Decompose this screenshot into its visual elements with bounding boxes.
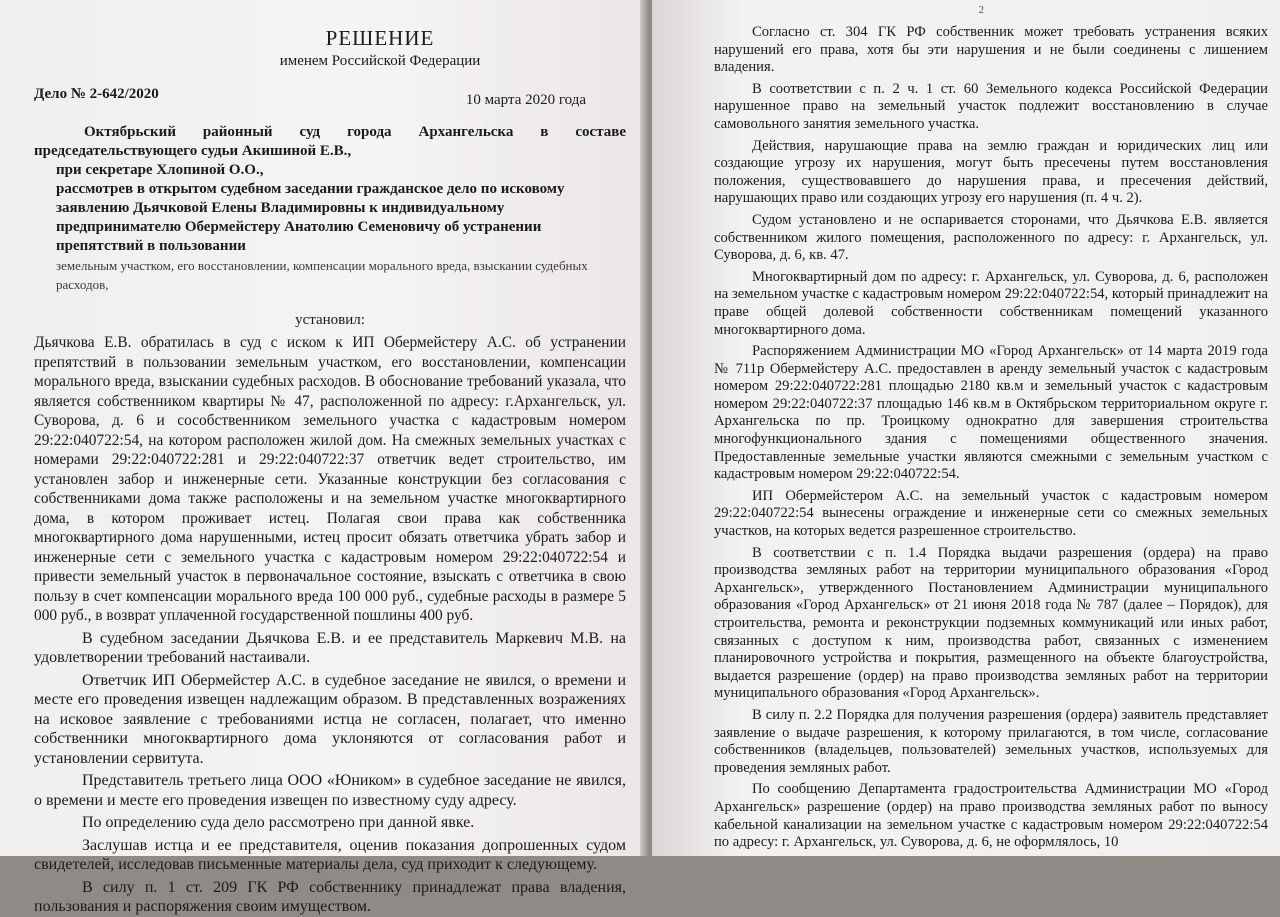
right-page bbox=[652, 0, 1280, 856]
paragraph: В судебном заседании Дьячкова Е.В. и ее представитель Маркевич М.В. на удовлетворении требований настаивали. bbox=[34, 629, 626, 666]
court-line: Октябрьский районный суд города Архангельска в составе председательствующего судьи Акишиной Е.В., bbox=[34, 124, 626, 159]
court-line: рассмотрев в открытом судебном заседании гражданское дело по исковому заявлению Дьячковой Елены Владимировны к индивидуальному предпринимателю Обермейстеру Анатолию Семеновичу об устранении препятствий в пользовании bbox=[56, 181, 565, 254]
paragraph: В соответствии с п. 1.4 Порядка выдачи разрешения (ордера) на право производства земляных работ на территории муниципального образования «Город Архангельск», утвержденного Постановлением Администрации муниципального образования «Город Архангельск» от 21 июня 2018 года № 787 (далее – Порядок), для строительства, ремонта и реконструкции подземных коммуникаций или иных работ, связанных с доступом к ним, производства работ, связанных с изменением планировочного устройства и покрытия, размещенного на объекте благоустройства, выдается разрешение (ордер) на право производства земляных работ на территории муниципального образования «Город Архангельск». bbox=[714, 544, 1268, 702]
section-heading: установил: bbox=[295, 312, 365, 328]
court-line: при секретаре Хлопиной О.О., bbox=[56, 162, 264, 178]
paragraph: В силу п. 1 ст. 209 ГК РФ собственнику принадлежат права владения, пользования и распоряжения своим имуществом. bbox=[34, 878, 626, 915]
court-composition bbox=[34, 123, 626, 294]
paragraph: В соответствии с п. 2 ч. 1 ст. 60 Земельного кодекса Российской Федерации нарушенное право на земельный участок подлежит восстановлению в случае самовольного занятия земельного участка. bbox=[714, 80, 1268, 132]
decision-date: 10 марта 2020 года bbox=[465, 92, 586, 108]
paragraph: Многоквартирный дом по адресу: г. Архангельск, ул. Суворова, д. 6, расположен на земельном участке с кадастровым номером 29:22:040722:54, который принадлежит на праве общей долевой собственности собственникам помещений указанного многоквартирного дома. bbox=[714, 268, 1268, 338]
document-subtitle: именем Российской Федерации bbox=[279, 53, 481, 69]
case-number: Дело № 2-642/2020 bbox=[34, 86, 159, 102]
page-number: 2 bbox=[978, 4, 984, 16]
paragraph: Судом установлено и не оспаривается сторонами, что Дьячкова Е.В. является собственником жилого помещения, расположенного по адресу: г. Архангельск, ул. Суворова, д. 6, кв. 47. bbox=[714, 211, 1268, 264]
document-title: РЕШЕНИЕ bbox=[325, 26, 435, 50]
paragraph: Ответчик ИП Обермейстер А.С. в судебное заседание не явился, о времени и месте его проведения извещен надлежащим образом. В представленных возражениях на исковое заявление с требованиями истца не согласен, полагает, что именно собственники многоквартирного дома уклоняются от согласования работ и установлении сервитута. bbox=[34, 671, 626, 767]
paragraph: В силу п. 2.2 Порядка для получения разрешения (ордера) заявитель представляет заявление о выдаче разрешения, к которому прилагаются, в том числе, согласование собственников (владельцев, пользователей) земельных участков, используемых для проведения земляных работ. bbox=[714, 706, 1268, 776]
court-line: земельным участком, его восстановлении, компенсации морального вреда, взыскании судебных расходов, bbox=[56, 258, 588, 292]
paragraph: Заслушав истца и ее представителя, оценив показания допрошенных судом свидетелей, исследовав письменные материалы дела, суд приходит к следующему. bbox=[34, 836, 626, 873]
case-header bbox=[34, 86, 626, 109]
left-body bbox=[34, 333, 626, 917]
paragraph: Действия, нарушающие права на землю граждан и юридических лиц или создающие угрозу их нарушения, могут быть пресечены путем восстановления положения, существовавшего до нарушения права, и пресечения действий, нарушающих право или создающих угрозу его нарушения (п. 4 ч. 2). bbox=[714, 137, 1268, 207]
paragraph: По определению суда дело рассмотрено при данной явке. bbox=[82, 814, 475, 831]
paragraph: Дьячкова Е.В. обратилась в суд с иском к ИП Обермейстеру А.С. об устранении препятствий в пользовании земельным участком, его восстановлении, компенсации морального вреда, взыскании судебных расходов. В обоснование требований указала, что является собственником квартиры № 47, расположенной по адресу: г.Архангельск, ул. Суворова, д. 6 и сособственником земельного участка с кадастровым номером 29:22:040722:54, на котором расположен жилой дом. На смежных земельных участках с номерами 29:22:040722:281 и 29:22:040722:37 ответчик ведет строительство, им установлен забор и инженерные сети. Указанные конструкции без согласования с собственниками дома также расположены и на земельном участке многоквартирного дома, в котором проживает истец. Полагая свои права как собственника многоквартирного дома нарушенными, истец просит обязать ответчика убрать забор и инженерные сети с земельного участка с кадастровым номером 29:22:040722:54 и привести земельный участок в первоначальное состояние, взыскать с ответчика в свою пользу в счет компенсации морального вреда 100 000 руб., судебные расходы в размере 5 000 руб., в возврат уплаченной государственной пошлины 400 руб. bbox=[34, 334, 626, 624]
paragraph: Представитель третьего лица ООО «Юником» в судебное заседание не явился, о времени и месте его проведения извещен по известному суду адресу. bbox=[34, 772, 626, 809]
paragraph: Согласно ст. 304 ГК РФ собственник может требовать устранения всяких нарушений его права, хотя бы эти нарушения и не были соединены с лишением владения. bbox=[714, 24, 1268, 76]
paragraph: Распоряжением Администрации МО «Город Архангельск» от 14 марта 2019 года № 711р Обермейстеру А.С. предоставлен в аренду земельный участок с кадастровым номером 29:22:040722:281 площадью 2180 кв.м и земельный участок с кадастровым номером 29:22:040722:37 площадью 146 кв.м в Октябрьском территориальном округе г. Архангельска по пр. Троицкому однократно для завершения строительства многофункционального здания с помещениями общественного значения. Предоставленные земельные участки являются смежными с земельным участком с кадастровым номером 29:22:040722:54. bbox=[714, 343, 1268, 483]
right-body bbox=[714, 24, 1268, 852]
paragraph: ИП Обермейстером А.С. на земельный участок с кадастровым номером 29:22:040722:54 вынесены ограждение и инженерные сети со смежных земельных участков, на которых ведется разрешенное строительство. bbox=[714, 487, 1268, 540]
paragraph: По сообщению Департамента градостроительства Администрации МО «Город Архангельск» разрешение (ордер) на право производства земляных работ по выносу кабельной канализации на земельном участке с кадастровым номером 29:22:040722:54 по адресу: г. Архангельск, ул. Суворова, д. 6, не оформлялось, 10 bbox=[714, 781, 1268, 851]
